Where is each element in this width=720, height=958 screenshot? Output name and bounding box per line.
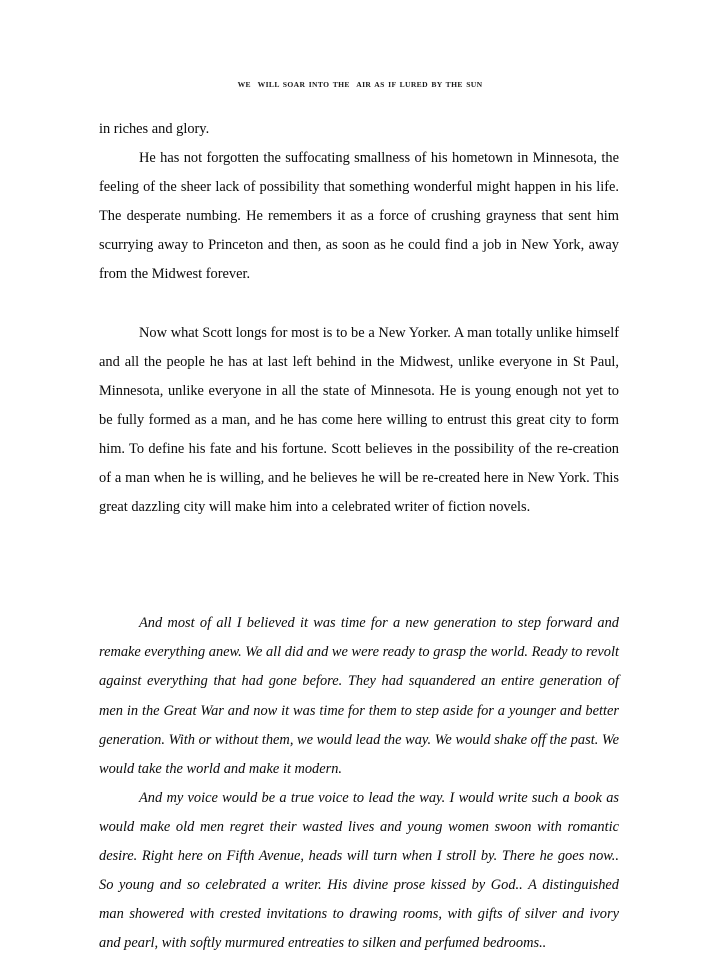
- running-head: WE WILL SOAR INTO THE AIR AS IF LURED BY THE SUN: [237, 80, 483, 89]
- paragraph-italic-true-voice: And my voice would be a true voice to lead the way. I would write such a book as would make old men regret their wasted lives and young women swoon with romantic desire. Right here on Fifth Avenue, heads will turn when I stroll by. There he goes now.. So young and so celebrated a writer. His divine prose kissed by God.. A distinguished man showered with crested invitations to drawing rooms, with gifts of silver and ivory and pearl, with softly murmured entreaties to silken and perfumed bedrooms..: [99, 789, 619, 952]
- paragraph-spacer: [99, 290, 619, 319]
- body-text-column: [99, 115, 619, 958]
- paragraph-continuation: in riches and glory.: [99, 121, 210, 137]
- section-break-spacer: [99, 522, 619, 609]
- paragraph-new-yorker: Now what Scott longs for most is to be a New Yorker. A man totally unlike himself and all the people he has at last left behind in the Midwest, unlike everyone in St Paul, Minnesota, unlike everyone in all the state of Minnesota. He is young enough not yet to be fully formed as a man, and he has come here willing to entrust this great city to form him. To define his fate and his fortune. Scott believes in the possibility of the re-creation of a man when he is willing, and he believes he will be re-created here in New York. This great dazzling city will make him into a celebrated writer of fiction novels.: [99, 324, 619, 516]
- paragraph-hometown-minnesota: He has not forgotten the suffocating smallness of his hometown in Minnesota, the feeling of the sheer lack of possibility that something wonderful might happen in his life. The desperate numbing. He remembers it as a force of crushing grayness that sent him scurrying away to Princeton and then, as soon as he could find a job in New York, away from the Midwest forever.: [99, 150, 619, 283]
- paragraph-italic-new-generation: And most of all I believed it was time for a new generation to step forward and remake everything anew. We all did and we were ready to grasp the world. Ready to revolt against everything that had gone before. They had squandered an entire generation of men in the Great War and now it was time for them to step aside for a younger and better generation. With or without them, we would lead the way. We would shake off the past. We would take the world and make it modern.: [99, 615, 619, 777]
